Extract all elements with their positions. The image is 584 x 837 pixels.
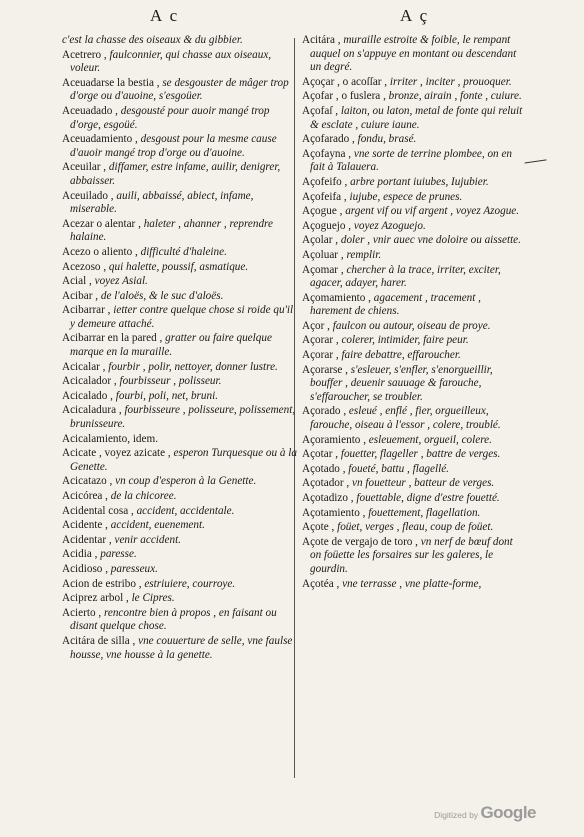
entry-gloss: vne couuerture de selle, vne faulse housse, vne housse à la genette. [70,634,293,661]
entry-headword: Acidentar , [62,533,112,546]
dictionary-entry [302,320,524,334]
entry-headword: Acicaladura , [62,404,122,417]
entry-gloss: muraille estroite & foible, le rempant auquel on s'appuye en montant ou descendant un degré. [310,34,517,74]
entry-headword: Acidia , [62,548,98,561]
entry-gloss: fouettement, flagellation. [368,506,481,519]
entry-headword: Acibar , [62,289,99,302]
entry-gloss: faulconnier, qui chasse aux oiseaux, voleur. [70,48,272,75]
dictionary-entry [302,264,524,291]
entry-headword: Açofeifa , [302,190,347,203]
entry-gloss: de la chicoree. [110,490,177,502]
dictionary-entry [62,261,298,275]
entry-gloss: gratter ou faire quelque marque en la muraille. [70,332,272,359]
entry-gloss: faire debattre, effaroucher. [341,349,461,362]
watermark-prefix: Digitized by [434,810,479,820]
dictionary-entry [62,161,298,188]
entry-gloss: de l'aloës, & le suc d'aloës. [100,289,224,302]
dictionary-entry [62,375,298,389]
entry-headword: Aceuadarse la bestia , [62,76,160,89]
entry-headword: Acidente , [62,519,108,532]
entry-headword: Açoramiento , [302,433,366,446]
entry-headword: Açofar , o fuslera , [302,90,386,103]
entry-gloss: le Cipres. [131,592,175,605]
entry-gloss: c'est la chasse des oiseaux & du gibbier. [62,34,243,46]
dictionary-entry [302,105,524,132]
entry-gloss: ietter contre quelque chose si roide qu'il y demeure attaché. [70,304,294,330]
entry-gloss: fouetter, flageller , battre de verges. [340,448,501,461]
entry-gloss: paresse. [100,548,137,561]
entry-headword: Açofaſ , [302,104,339,117]
entry-gloss: vn coup d'esperon à la Genette. [115,475,257,488]
entry-gloss: fondu, brasé. [357,133,417,146]
entry-headword: Açofarado , [302,133,355,146]
entry-headword: Açor , [302,319,330,332]
dictionary-entry [62,433,298,447]
entry-headword: Açote de vergajo de toro , [302,535,418,548]
entry-gloss: voyez Asial. [94,275,148,288]
entry-gloss: estriuiere, courroye. [144,577,236,590]
dictionary-entry [62,34,298,48]
dictionary-entry [302,205,524,219]
dictionary-entry [62,404,298,431]
entry-headword: Aciprez arbol , [62,592,129,605]
entry-gloss: desgoust pour la mesme cause d'auoir mangé trop d'orge ou d'auoine. [70,133,277,159]
entry-gloss: esperon Turquesque ou à la Genette. [70,447,297,473]
entry-headword: Acidental cosa , [62,504,134,517]
entry-headword: Açoguejo , [302,219,352,232]
entry-gloss: foüet, verges , fleau, coup de foüet. [337,521,494,534]
dictionary-entry [62,592,298,606]
entry-headword: Açotadizo , [302,492,354,504]
entry-gloss: vne sorte de terrine plombee, on en fait à Talauera. [310,147,513,174]
dictionary-entry [62,578,298,592]
dictionary-entry [302,536,524,577]
dictionary-entry [62,105,298,132]
entry-gloss: qui halette, poussif, asmatique. [108,260,249,273]
entry-headword: Acial , [62,275,92,288]
entry-headword: Acierto , [62,606,102,619]
dictionary-entry [62,361,298,375]
dictionary-entry [62,548,298,562]
entry-gloss: paresseux. [110,562,158,575]
entry-gloss: bronze, airain , fonte , cuiure. [388,90,522,103]
entry-headword: Açotar , [302,448,339,461]
right-running-head: A ç [400,6,430,25]
entry-headword: Açote , [302,521,335,534]
entry-gloss: fourbisseure , polisseure, polissement, brunisseure. [70,404,296,431]
entry-gloss: fourbir , polir, nettoyer, donner lustre. [108,360,278,373]
dictionary-entry [62,505,298,519]
entry-headword: Acicate , voyez azicate , [62,447,171,460]
dictionary-entry [302,191,524,205]
entry-gloss: argent vif ou vif argent , voyez Azogue. [345,205,520,218]
dictionary-entry [302,364,524,405]
entry-gloss: fourbisseur , polisseur. [119,375,222,388]
dictionary-entry [62,447,298,474]
dictionary-entry [302,521,524,535]
entry-gloss: fourbi, poli, net, bruni. [115,389,218,402]
left-running-head: A c [150,6,180,25]
dictionary-entry [62,133,298,160]
dictionary-entry [62,490,298,504]
dictionary-entry [302,492,524,506]
entry-headword: Acitára de silla , [62,634,136,647]
entry-gloss: haleter , ahanner , reprendre halaine. [70,217,273,244]
entry-gloss: accident, accidentale. [136,504,235,517]
entry-headword: Acicalador , [62,375,117,388]
dictionary-entry [302,334,524,348]
dictionary-entry [302,507,524,521]
entry-headword: Açorar , [302,334,339,347]
entry-headword: Aceuilar , [62,161,107,174]
left-column [62,34,298,663]
entry-headword: Açotado , [302,462,346,475]
dictionary-entry [302,349,524,363]
entry-headword: Acezoso , [62,260,107,273]
entry-gloss: difficulté d'haleine. [140,245,227,258]
dictionary-entry [62,190,298,217]
entry-gloss: irriter , inciter , prouoquer. [389,75,512,88]
dictionary-entry [62,635,298,662]
dictionary-entry [302,34,524,75]
entry-gloss: arbre portant iuiubes, Iujubier. [350,175,489,188]
dictionary-entry [302,90,524,104]
entry-headword: Acicatazo , [62,475,113,488]
entry-gloss: se desgouster de mâger trop d'orge ou d'auoine, s'esgoüer. [70,76,289,103]
dictionary-entry [62,304,298,331]
entry-headword: Açofeifo , [302,175,348,188]
entry-headword: Acicórea , [62,490,108,502]
entry-headword: Açofayna , [302,147,352,160]
entry-gloss: esleué , enflé , fier, orgueilleux, farouche, oiseau à l'essor , colere, troublé. [310,405,501,432]
entry-gloss: colerer, intimider, faire peur. [341,334,469,347]
dictionary-entry [302,292,524,319]
dictionary-entry [62,290,298,304]
entry-headword: Acezar o alentar , [62,217,141,230]
digitized-watermark [434,803,536,823]
entry-gloss: s'esleuer, s'enfler, s'enorgueillir, bouffer , deuenir sauuage & farouche, s'effaroucher, se troubler. [310,363,493,403]
entry-headword: Acicalado , [62,389,113,402]
margin-mark [523,152,546,164]
dictionary-entry [62,390,298,404]
entry-gloss: voyez Azoguejo. [353,219,426,232]
entry-gloss: accident, euenement. [110,519,205,532]
entry-gloss: faulcon ou autour, oiseau de proye. [332,319,491,332]
entry-headword: Açorar , [302,349,339,362]
entry-headword: Açolar , [302,234,339,247]
entry-gloss: venir accident. [114,533,181,546]
entry-headword: Açorado , [302,405,347,418]
dictionary-entry [62,534,298,548]
dictionary-entry [302,405,524,432]
dictionary-entry [302,249,524,263]
entry-headword: Açotéa , [302,577,340,590]
entry-gloss: vne terrasse , vne platte-forme, [342,577,482,590]
entry-headword: Acitára , [302,34,341,46]
entry-gloss: iujube, espece de prunes. [349,190,463,203]
entry-headword: Acicalamiento, idem. [62,432,158,445]
entry-headword: Acibarrar en la pared , [62,332,163,345]
entry-gloss: laiton, ou laton, metal de fonte qui reluit & esclate , cuiure iaune. [310,104,523,131]
dictionary-entry [62,49,298,76]
dictionary-entry [62,607,298,634]
dictionary-entry [302,477,524,491]
entry-headword: Aceuadado , [62,104,118,117]
dictionary-entry [62,246,298,260]
entry-headword: Açotador , [302,477,350,490]
entry-headword: Acion de estribo , [62,577,142,590]
dictionary-entry [62,563,298,577]
entry-gloss: foueté, battu , flagellé. [348,462,449,475]
dictionary-entry [62,519,298,533]
entry-headword: Acidioso , [62,562,108,575]
entry-gloss: vn fouetteur , batteur de verges. [352,477,495,490]
dictionary-entry [302,448,524,462]
dictionary-entry [62,332,298,359]
dictionary-entry [302,434,524,448]
entry-gloss: vn nerf de bœuf dont on foüette les forsaires sur les galeres, le gourdin. [310,535,513,575]
entry-headword: Açoçar , o acoſſar , [302,75,388,88]
entry-headword: Acezo o aliento , [62,245,138,258]
entry-gloss: doler , vnir auec vne doloire ou aissette. [340,234,521,247]
dictionary-entry [302,176,524,190]
dictionary-entry [62,475,298,489]
entry-gloss: chercher à la trace, irriter, exciter, agacer, adayer, harer. [310,263,501,290]
entry-headword: Acetrero , [62,48,107,61]
dictionary-entry [62,275,298,289]
entry-gloss: rencontre bien à propos , en faisant ou disant quelque chose. [70,606,277,633]
dictionary-entry [302,133,524,147]
entry-headword: Acicalar , [62,360,106,373]
entry-gloss: agacement , tracement , harement de chiens. [310,291,481,318]
entry-gloss: desgousté pour auoir mangé trop d'orge, esgoüé. [70,104,270,131]
dictionary-entry [62,77,298,104]
dictionary-entry [302,578,524,592]
entry-gloss: fouettable, digne d'estre fouetté. [356,492,500,504]
dictionary-entry [302,148,524,175]
entry-headword: Acibarrar , [62,304,111,317]
dictionary-entry [302,76,524,90]
right-column [302,34,524,592]
entry-headword: Açomamiento , [302,291,371,304]
entry-headword: Açoluar , [302,248,344,261]
entry-gloss: esleuement, orgueil, colere. [368,433,492,446]
entry-headword: Açotamiento , [302,506,366,519]
entry-gloss: auili, abbaissé, abiect, infame, miserable. [70,189,254,216]
entry-headword: Açogue , [302,205,343,218]
dictionary-entry [302,220,524,234]
dictionary-entry [302,463,524,477]
entry-headword: Açorarse , [302,363,348,376]
dictionary-entry [62,218,298,245]
entry-gloss: diffamer, estre infame, auilir, denigrer, abbaisser. [70,161,281,187]
watermark-brand: Google [480,803,536,822]
entry-headword: Aceuilado , [62,189,114,202]
entry-gloss: remplir. [346,248,382,261]
entry-headword: Açomar , [302,263,344,276]
entry-headword: Aceuadamiento , [62,133,138,146]
dictionary-entry [302,234,524,248]
